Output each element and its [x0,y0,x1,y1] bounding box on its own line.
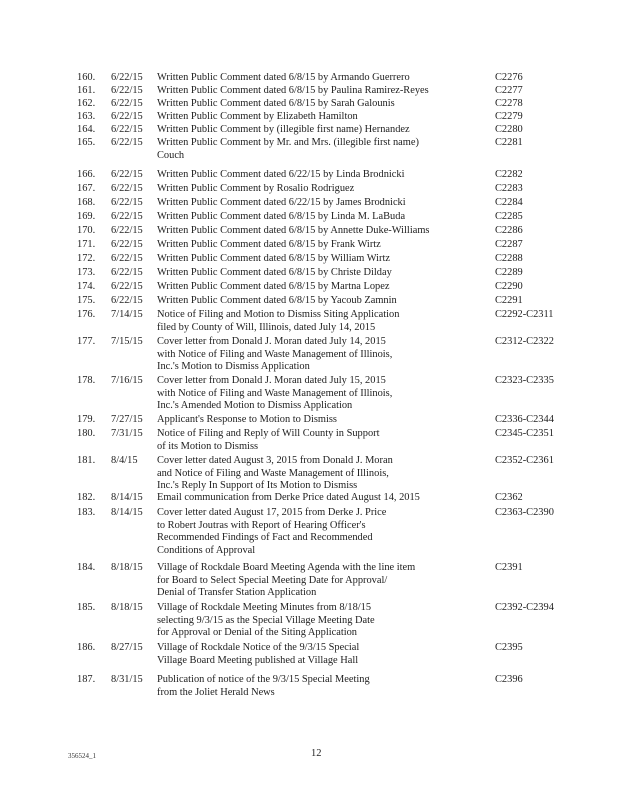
item-number: 180. [77,428,96,439]
item-number: 179. [77,414,96,425]
description-line: Village Board Meeting published at Village Hall [157,654,359,666]
item-description [157,295,487,308]
item-record-code: C2286 [495,225,523,236]
list-item [0,375,618,413]
item-description [157,183,487,196]
item-record-code: C2284 [495,197,523,208]
item-date: 8/18/15 [111,602,143,613]
list-item [0,309,618,334]
item-description [157,492,487,505]
item-record-code: C2285 [495,211,523,222]
item-record-code: C2278 [495,98,523,109]
item-description [157,137,487,162]
item-number: 185. [77,602,96,613]
item-description [157,281,487,294]
item-number: 181. [77,455,96,466]
item-number: 175. [77,295,96,306]
item-description [157,253,487,266]
item-date: 7/14/15 [111,309,143,320]
item-description [157,239,487,252]
item-number: 182. [77,492,96,503]
item-number: 162. [77,98,96,109]
description-line: Village of Rockdale Board Meeting Agenda with the line item [157,562,416,573]
description-line: Cover letter from Donald J. Moran dated July 15, 2015 [157,375,386,386]
description-line: Written Public Comment dated 6/8/15 by Linda M. LaBuda [157,211,406,222]
item-description [157,642,487,667]
description-line: Denial of Transfer Station Application [157,587,317,599]
description-line: Written Public Comment dated 6/8/15 by Paulina Ramirez-Reyes [157,85,429,96]
item-number: 166. [77,169,96,180]
description-line: Written Public Comment dated 6/8/15 by Annette Duke-Williams [157,225,430,236]
description-line: Conditions of Approval [157,544,256,556]
item-record-code: C2289 [495,267,523,278]
list-item [0,455,618,493]
document-id: 356524_1 [68,752,96,760]
item-description [157,414,487,427]
item-date: 6/22/15 [111,225,143,236]
description-line: Publication of notice of the 9/3/15 Special Meeting [157,674,370,685]
item-date: 8/31/15 [111,674,143,685]
item-number: 187. [77,674,96,685]
description-line: Cover letter dated August 17, 2015 from Derke J. Price [157,507,387,518]
description-line: to Robert Joutras with Report of Hearing Officer's [157,519,366,531]
item-number: 172. [77,253,96,264]
item-number: 184. [77,562,96,573]
list-item [0,602,618,640]
item-number: 167. [77,183,96,194]
item-number: 178. [77,375,96,386]
description-line: Cover letter from Donald J. Moran dated July 14, 2015 [157,336,386,347]
item-number: 177. [77,336,96,347]
description-line: filed by County of Will, Illinois, dated July 14, 2015 [157,321,376,333]
description-line: Written Public Comment dated 6/8/15 by Martna Lopez [157,281,390,292]
item-number: 183. [77,507,96,518]
item-description [157,336,487,374]
item-date: 6/22/15 [111,98,143,109]
list-item [0,169,618,182]
item-description [157,124,487,137]
list-item [0,267,618,280]
description-line: Written Public Comment by Mr. and Mrs. (illegible first name) [157,137,419,148]
item-record-code: C2280 [495,124,523,135]
description-line: Written Public Comment dated 6/22/15 by Linda Brodnicki [157,169,405,180]
description-line: Village of Rockdale Notice of the 9/3/15 Special [157,642,360,653]
item-date: 6/22/15 [111,137,143,148]
item-record-code: C2391 [495,562,523,573]
item-date: 8/14/15 [111,492,143,503]
description-line: for Board to Select Special Meeting Date for Approval/ [157,574,388,586]
item-record-code: C2290 [495,281,523,292]
list-item [0,281,618,294]
description-line: of its Motion to Dismiss [157,440,259,452]
list-item [0,642,618,667]
item-number: 169. [77,211,96,222]
item-date: 6/22/15 [111,211,143,222]
description-line: Recommended Findings of Fact and Recommended [157,532,373,544]
list-item [0,111,618,124]
item-description [157,72,487,85]
list-item [0,562,618,600]
item-record-code: C2288 [495,253,523,264]
item-number: 160. [77,72,96,83]
item-date: 8/14/15 [111,507,143,518]
item-date: 6/22/15 [111,253,143,264]
list-item [0,211,618,224]
item-record-code: C2277 [495,85,523,96]
item-number: 171. [77,239,96,250]
page-number: 12 [311,748,322,759]
item-record-code: C2396 [495,674,523,685]
list-item [0,98,618,111]
list-item [0,85,618,98]
description-line: from the Joliet Herald News [157,686,275,698]
item-record-code: C2291 [495,295,523,306]
item-record-code: C2287 [495,239,523,250]
item-description [157,507,487,557]
list-item [0,414,618,427]
list-item [0,183,618,196]
item-record-code: C2292-C2311 [495,309,554,320]
list-item [0,225,618,238]
list-item [0,492,618,505]
item-number: 168. [77,197,96,208]
item-description [157,375,487,413]
item-number: 161. [77,85,96,96]
description-line: Written Public Comment dated 6/22/15 by James Brodnicki [157,197,406,208]
item-description [157,309,487,334]
item-record-code: C2352-C2361 [495,455,554,466]
item-number: 165. [77,137,96,148]
description-line: Inc.'s Motion to Dismiss Application [157,361,310,373]
item-record-code: C2395 [495,642,523,653]
description-line: Inc.'s Reply In Support of Its Motion to Dismiss [157,480,358,492]
list-item [0,674,618,699]
item-description [157,197,487,210]
item-date: 6/22/15 [111,85,143,96]
item-date: 7/31/15 [111,428,143,439]
item-date: 7/16/15 [111,375,143,386]
item-description [157,169,487,182]
item-description [157,562,487,600]
item-date: 6/22/15 [111,267,143,278]
description-line: Applicant's Response to Motion to Dismiss [157,414,337,425]
item-number: 186. [77,642,96,653]
item-record-code: C2336-C2344 [495,414,554,425]
item-date: 6/22/15 [111,281,143,292]
description-line: Notice of Filing and Motion to Dismiss Siting Application [157,309,400,320]
item-record-code: C2363-C2390 [495,507,554,518]
list-item [0,124,618,137]
list-item [0,72,618,85]
item-date: 8/4/15 [111,455,138,466]
list-item [0,137,618,162]
description-line: Written Public Comment dated 6/8/15 by Yacoub Zamnin [157,295,397,306]
item-date: 6/22/15 [111,197,143,208]
item-date: 7/15/15 [111,336,143,347]
item-date: 6/22/15 [111,239,143,250]
item-date: 6/22/15 [111,183,143,194]
item-date: 7/27/15 [111,414,143,425]
item-description [157,85,487,98]
item-date: 6/22/15 [111,124,143,135]
item-date: 6/22/15 [111,169,143,180]
description-line: selecting 9/3/15 as the Special Village Meeting Date [157,614,375,626]
item-description [157,225,487,238]
description-line: Written Public Comment by (illegible first name) Hernandez [157,124,410,135]
description-line: Email communication from Derke Price dated August 14, 2015 [157,492,420,503]
description-line: with Notice of Filing and Waste Management of Illinois, [157,348,393,360]
item-description [157,455,487,493]
description-line: for Approval or Denial of the Siting Application [157,627,357,639]
item-description [157,267,487,280]
item-record-code: C2279 [495,111,523,122]
item-number: 163. [77,111,96,122]
item-number: 170. [77,225,96,236]
item-description [157,674,487,699]
item-date: 6/22/15 [111,111,143,122]
item-number: 176. [77,309,96,320]
description-line: Written Public Comment dated 6/8/15 by Frank Wirtz [157,239,381,250]
description-line: Written Public Comment by Rosalio Rodriguez [157,183,355,194]
item-date: 8/27/15 [111,642,143,653]
list-item [0,336,618,374]
item-record-code: C2392-C2394 [495,602,554,613]
description-line: and Notice of Filing and Waste Management of Illinois, [157,467,389,479]
item-record-code: C2345-C2351 [495,428,554,439]
description-line: Village of Rockdale Meeting Minutes from 8/18/15 [157,602,372,613]
item-number: 173. [77,267,96,278]
description-line: Written Public Comment dated 6/8/15 by William Wirtz [157,253,390,264]
item-record-code: C2276 [495,72,523,83]
item-description [157,98,487,111]
item-description [157,428,487,453]
item-date: 6/22/15 [111,295,143,306]
item-record-code: C2312-C2322 [495,336,554,347]
item-number: 164. [77,124,96,135]
item-record-code: C2362 [495,492,523,503]
item-record-code: C2282 [495,169,523,180]
list-item [0,428,618,453]
list-item [0,507,618,557]
item-date: 6/22/15 [111,72,143,83]
description-line: Inc.'s Amended Motion to Dismiss Application [157,400,353,412]
description-line: Written Public Comment dated 6/8/15 by Christe Dilday [157,267,392,278]
description-line: Written Public Comment by Elizabeth Hamilton [157,111,358,122]
description-line: Notice of Filing and Reply of Will County in Support [157,428,380,439]
list-item [0,253,618,266]
description-line: Written Public Comment dated 6/8/15 by Sarah Galounis [157,98,395,109]
list-item [0,239,618,252]
item-description [157,602,487,640]
item-date: 8/18/15 [111,562,143,573]
description-line: Cover letter dated August 3, 2015 from Donald J. Moran [157,455,393,466]
item-record-code: C2323-C2335 [495,375,554,386]
item-number: 174. [77,281,96,292]
description-line: Couch [157,149,185,161]
item-record-code: C2283 [495,183,523,194]
item-description [157,111,487,124]
description-line: with Notice of Filing and Waste Management of Illinois, [157,387,393,399]
list-item [0,295,618,308]
description-line: Written Public Comment dated 6/8/15 by Armando Guerrero [157,72,410,83]
item-record-code: C2281 [495,137,523,148]
item-description [157,211,487,224]
list-item [0,197,618,210]
